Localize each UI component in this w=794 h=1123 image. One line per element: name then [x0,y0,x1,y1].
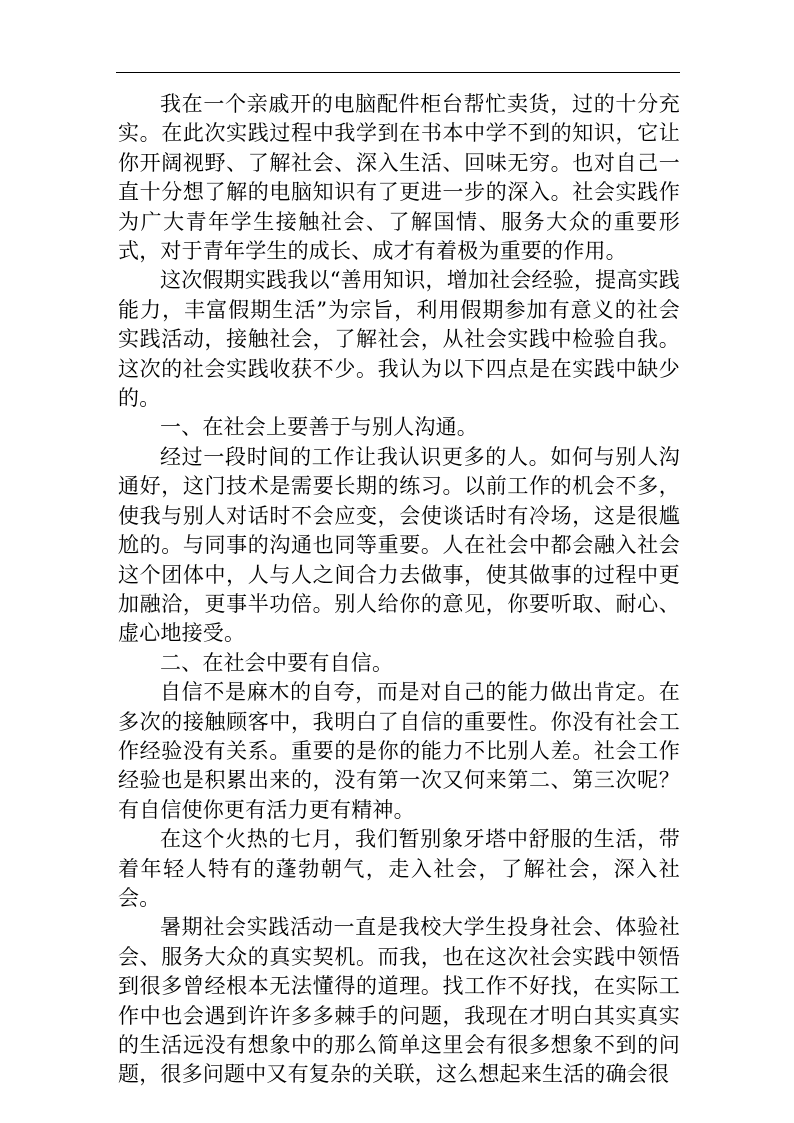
paragraph: 这次假期实践我以“善用知识，增加社会经验，提高实践能力，丰富假期生活”为宗旨，利用假期参加有意义的社会实践活动，接触社会，了解社会，从社会实践中检验自我。这次的社会实践收获不少。我认为以下四点是在实践中缺少的。 [118,268,680,411]
section-heading: 二、在社会中要有自信。 [160,650,394,675]
paragraph: 自信不是麻木的自夸，而是对自己的能力做出肯定。在多次的接触顾客中，我明白了自信的重要性。你没有社会工作经验没有关系。重要的是你的能力不比别人差。社会工作经验也是积累出来的，没有第一次又何来第二、第三次呢？有自信使你更有活力更有精神。 [118,680,680,822]
header-rule [116,72,680,73]
paragraph: 经过一段时间的工作让我认识更多的人。如何与别人沟通好，这门技术是需要长期的练习。以前工作的机会不多，使我与别人对话时不会应变，会使谈话时有冷场，这是很尴尬的。与同事的沟通也同等重要。人在社会中都会融入社会这个团体中，人与人之间合力去做事，使其做事的过程中更加融洽，更事半功倍。别人给你的意见，你要听取、耐心、虚心地接受。 [118,444,680,646]
paragraph: 暑期社会实践活动一直是我校大学生投身社会、体验社会、服务大众的真实契机。而我，也在这次社会实践中领悟到很多曾经根本无法懂得的道理。找工作不好找，在实际工作中也会遇到许许多多棘手的问题，我现在才明白其实真实的生活远没有想象中的那么简单这里会有很多想象不到的问题，很多问题中又有复杂的关联，这么想起来生活的确会很 [118,915,680,1087]
paragraph: 在这个火热的七月，我们暂别象牙塔中舒服的生活，带着年轻人特有的蓬勃朝气，走入社会，了解社会，深入社会。 [118,827,680,910]
paragraph: 我在一个亲戚开的电脑配件柜台帮忙卖货，过的十分充实。在此次实践过程中我学到在书本中学不到的知识，它让你开阔视野、了解社会、深入生活、回味无穷。也对自己一直十分想了解的电脑知识有了更进一步的深入。社会实践作为广大青年学生接触社会、了解国情、服务大众的重要形式，对于青年学生的成长、成才有着极为重要的作用。 [118,92,680,264]
section-heading: 一、在社会上要善于与别人沟通。 [160,415,478,440]
document-body [118,90,680,1090]
